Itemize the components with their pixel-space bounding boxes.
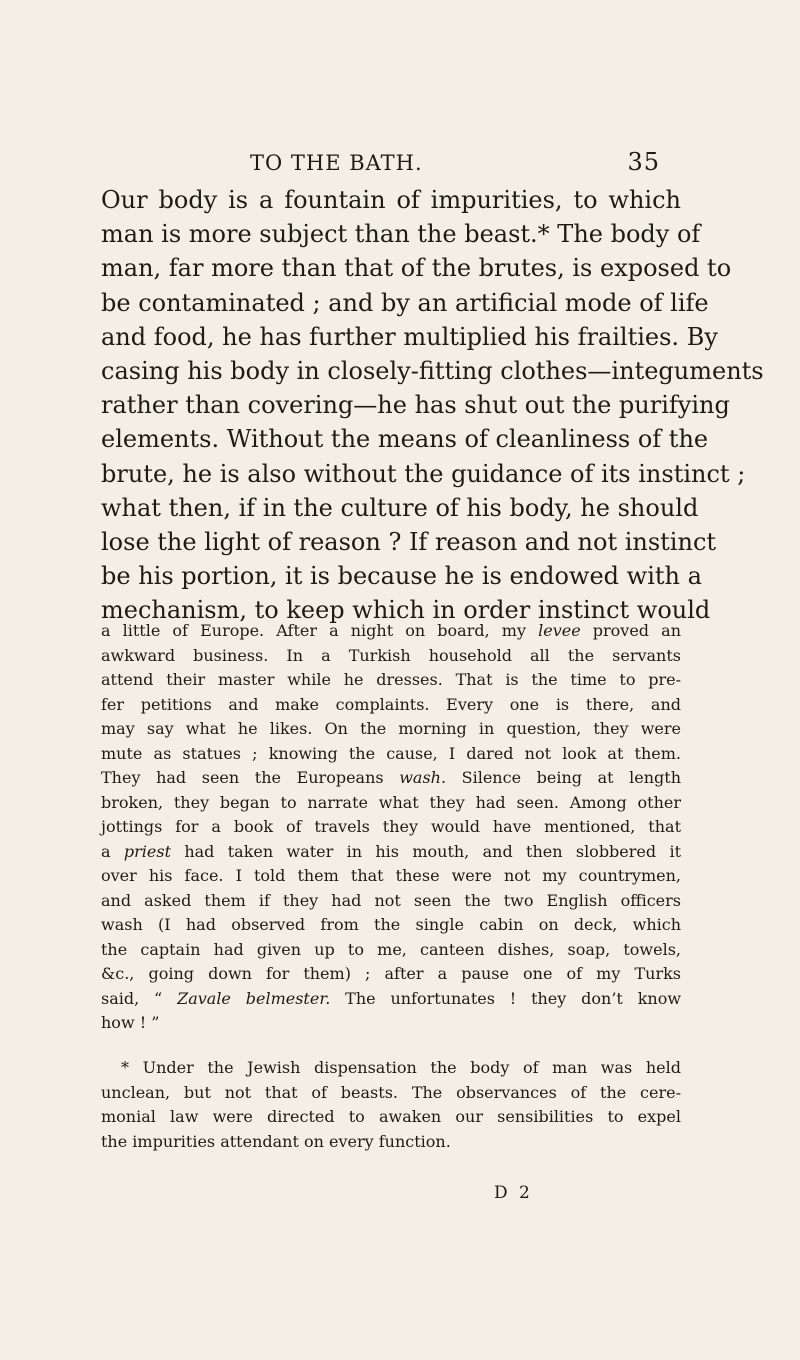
text-line: lose the light of reason ? If reason and not instinct (101, 528, 717, 557)
text-line: be his portion, it is because he is endowed with a (101, 562, 702, 591)
footnote-continued (101, 619, 681, 1036)
signature-mark: D 2 (494, 1183, 533, 1203)
text-line: and food, he has further multiplied his frailties. By (101, 322, 718, 351)
text-line: casing his body in closely-fitting clothes—integuments (101, 357, 764, 386)
footnote-line: monial law were directed to awaken our sensibilities to expel (101, 1107, 681, 1126)
footnote-line: mute as statues ; knowing the cause, I dared not look at them. (101, 743, 681, 763)
page-header (250, 148, 660, 176)
footnote-line: fer petitions and make complaints. Every one is there, and (101, 694, 681, 714)
footnote-line: * Under the Jewish dispensation the body of man was held (121, 1058, 681, 1077)
text-line: man is more subject than the beast.* The body of (101, 220, 701, 249)
footnote-line: how ! ” (101, 1013, 160, 1032)
footnote-line: a priest had taken water in his mouth, and then slobbered it (101, 841, 682, 861)
footnote-line: over his face. I told them that these were not my countrymen, (101, 866, 681, 885)
footnote-line: the impurities attendant on every function. (101, 1131, 451, 1151)
text-line: mechanism, to keep which in order instinct would (101, 596, 711, 625)
page-number: 35 (627, 148, 660, 176)
footnote-line: the captain had given up to me, canteen dishes, soap, towels, (101, 939, 681, 959)
footnote-line: &c., going down for them) ; after a pause one of my Turks (101, 964, 681, 983)
text-line: be contaminated ; and by an artificial mode of life (101, 288, 709, 317)
footnote-line: broken, they began to narrate what they had seen. Among other (101, 792, 681, 812)
text-line: elements. Without the means of cleanliness of the (101, 425, 709, 454)
text-line: rather than covering—he has shut out the purifying (101, 391, 730, 420)
text-line: what then, if in the culture of his body, he should (101, 493, 699, 522)
text-line: Our body is a fountain of impurities, to which (101, 186, 681, 214)
footnote-line: wash (I had observed from the single cabin on deck, which (101, 915, 681, 934)
text-line: man, far more than that of the brutes, is exposed to (101, 254, 732, 283)
footnote-line: attend their master while he dresses. That is the time to pre- (101, 670, 681, 689)
footnote-line: awkward business. In a Turkish household all the servants (101, 645, 681, 665)
footnote-line: They had seen the Europeans wash. Silence being at length (101, 768, 682, 787)
footnote-line: jottings for a book of travels they would have mentioned, that (101, 817, 681, 836)
running-title: TO THE BATH. (250, 151, 423, 175)
text-line: brute, he is also without the guidance of its instinct ; (101, 459, 746, 488)
footnote-star (101, 1056, 681, 1154)
main-text (101, 183, 764, 628)
footnote-line: and asked them if they had not seen the two English officers (101, 890, 681, 910)
footnote-line: may say what he likes. On the morning in question, they were (101, 719, 681, 738)
footnote-line: a little of Europe. After a night on board, my levee proved an (101, 621, 681, 640)
footnote-line: unclean, but not that of beasts. The observances of the cere- (101, 1082, 681, 1102)
footnote-line: said, “ Zavale belmester. The unfortunates ! they don’t know (101, 988, 682, 1008)
